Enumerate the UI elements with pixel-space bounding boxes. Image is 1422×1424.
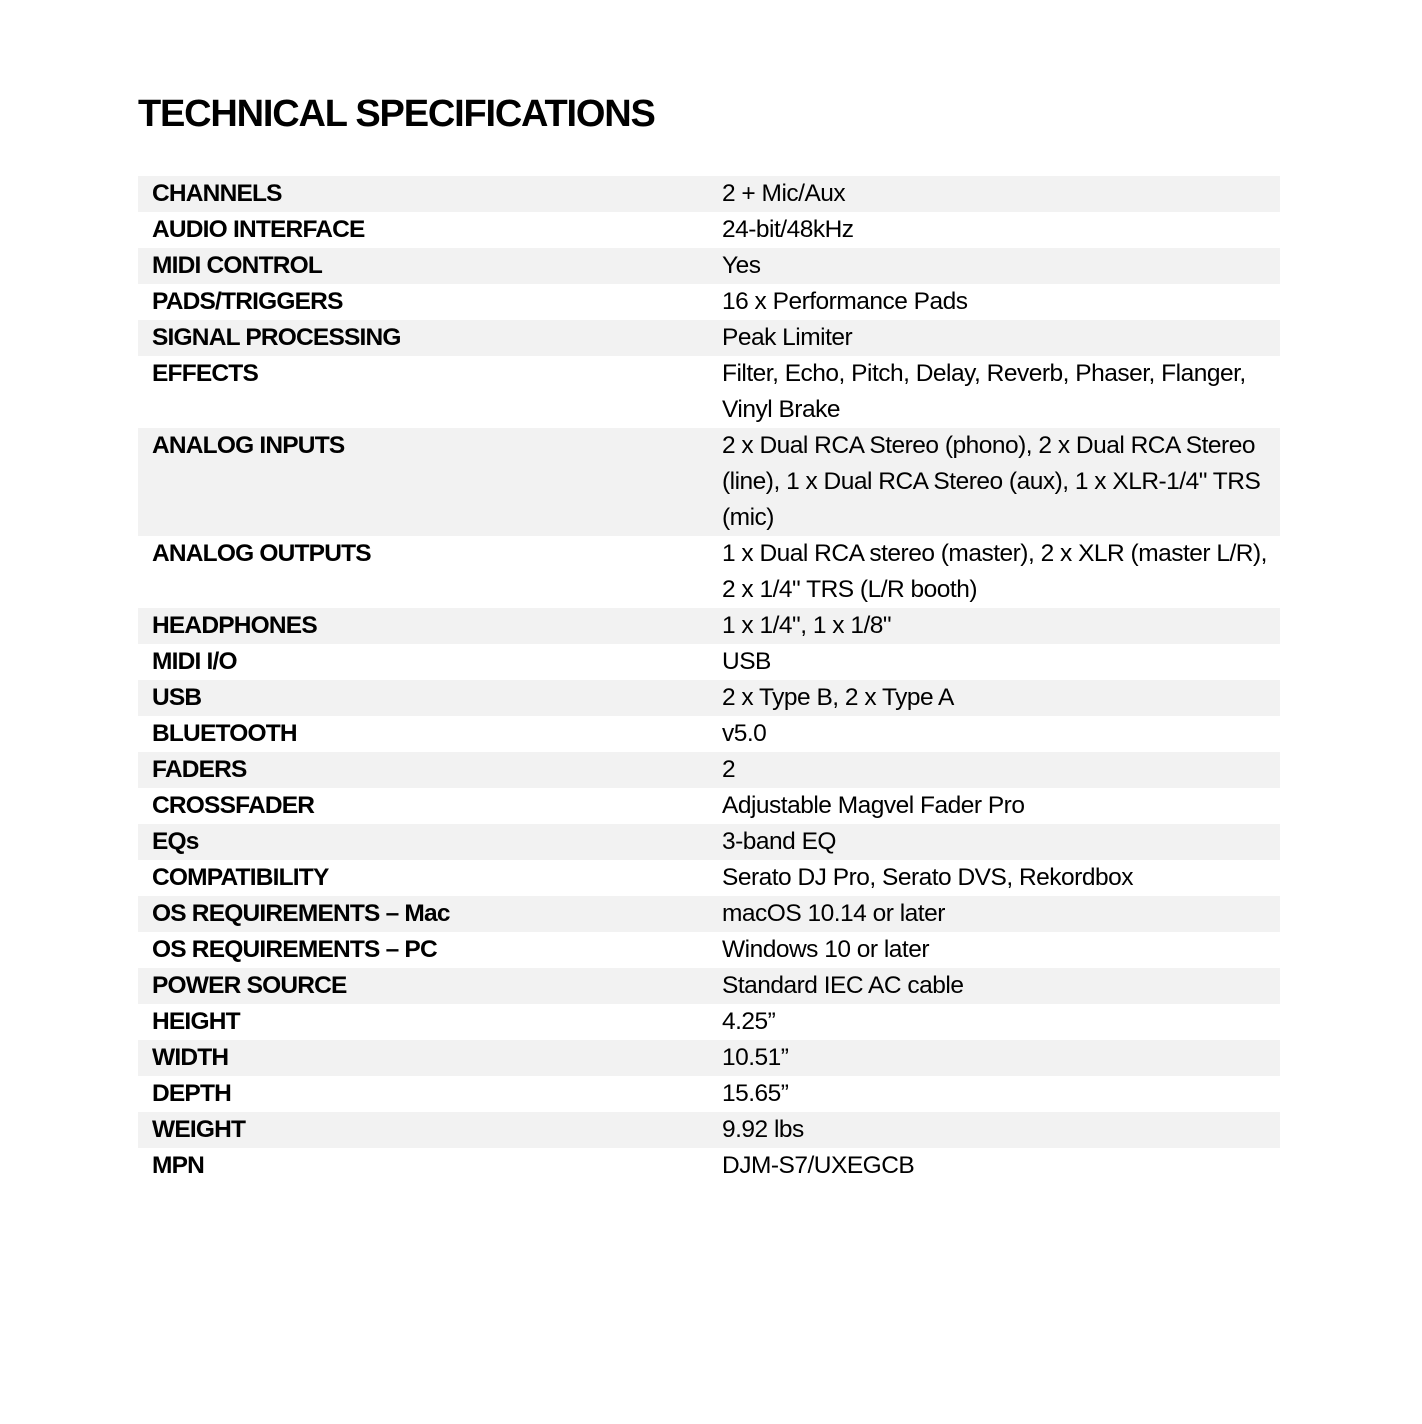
spec-value: 10.51” bbox=[708, 1040, 1280, 1076]
spec-row-eqs bbox=[138, 824, 1280, 860]
spec-value: 24-bit/48kHz bbox=[722, 216, 854, 243]
spec-value: 3-band EQ bbox=[708, 824, 1280, 860]
spec-row-faders bbox=[138, 752, 1280, 788]
spec-row-os-requirements-pc bbox=[138, 932, 1280, 968]
spec-value: 2 bbox=[708, 752, 1280, 788]
spec-row-os-requirements-mac bbox=[138, 896, 1280, 932]
spec-label: OS REQUIREMENTS – Mac bbox=[138, 896, 708, 932]
page-title: TECHNICAL SPECIFICATIONS bbox=[138, 93, 655, 135]
spec-row-midi-control bbox=[138, 248, 1280, 284]
spec-label: EQs bbox=[138, 824, 708, 860]
spec-value: USB bbox=[722, 648, 771, 675]
spec-table bbox=[138, 176, 1280, 1184]
spec-row-analog-inputs bbox=[138, 428, 1280, 536]
spec-row-mpn bbox=[138, 1148, 1280, 1184]
spec-label: HEIGHT bbox=[152, 1008, 240, 1035]
spec-row-weight bbox=[138, 1112, 1280, 1148]
spec-row-usb bbox=[138, 680, 1280, 716]
spec-label: CROSSFADER bbox=[152, 792, 315, 819]
spec-label: COMPATIBILITY bbox=[152, 864, 329, 891]
spec-row-signal-processing bbox=[138, 320, 1280, 356]
spec-value: macOS 10.14 or later bbox=[708, 896, 1280, 932]
spec-value: 1 x 1/4", 1 x 1/8" bbox=[708, 608, 1280, 644]
spec-value: 2 + Mic/Aux bbox=[708, 176, 1280, 212]
spec-row-midi-io bbox=[138, 644, 1280, 680]
spec-value: Filter, Echo, Pitch, Delay, Reverb, Phaser, Flanger, Vinyl Brake bbox=[722, 360, 1246, 423]
spec-row-analog-outputs bbox=[138, 536, 1280, 608]
spec-label: ANALOG INPUTS bbox=[138, 428, 708, 536]
spec-value: 16 x Performance Pads bbox=[722, 288, 968, 315]
spec-label: MPN bbox=[152, 1152, 205, 1179]
spec-label: EFFECTS bbox=[152, 360, 259, 387]
spec-value: 2 x Dual RCA Stereo (phono), 2 x Dual RCA Stereo (line), 1 x Dual RCA Stereo (aux), 1 x XLR-1/4" TRS (mic) bbox=[708, 428, 1280, 536]
spec-label: DEPTH bbox=[152, 1080, 232, 1107]
spec-value: Standard IEC AC cable bbox=[708, 968, 1280, 1004]
spec-row-power-source bbox=[138, 968, 1280, 1004]
spec-label: WEIGHT bbox=[138, 1112, 708, 1148]
spec-row-effects bbox=[138, 356, 1280, 428]
spec-value: DJM-S7/UXEGCB bbox=[722, 1152, 915, 1179]
spec-row-pads-triggers bbox=[138, 284, 1280, 320]
spec-value: 9.92 lbs bbox=[708, 1112, 1280, 1148]
spec-label: ANALOG OUTPUTS bbox=[152, 540, 371, 567]
spec-table-body bbox=[138, 176, 1280, 1184]
spec-value: Peak Limiter bbox=[708, 320, 1280, 356]
spec-value: 4.25” bbox=[722, 1008, 776, 1035]
spec-value: Adjustable Magvel Fader Pro bbox=[722, 792, 1025, 819]
spec-value: v5.0 bbox=[722, 720, 767, 747]
spec-label: WIDTH bbox=[138, 1040, 708, 1076]
spec-row-depth bbox=[138, 1076, 1280, 1112]
spec-label: CHANNELS bbox=[138, 176, 708, 212]
spec-row-headphones bbox=[138, 608, 1280, 644]
spec-label: PADS/TRIGGERS bbox=[152, 288, 343, 315]
spec-value: 15.65” bbox=[722, 1080, 789, 1107]
spec-label: POWER SOURCE bbox=[138, 968, 708, 1004]
spec-row-height bbox=[138, 1004, 1280, 1040]
spec-row-crossfader bbox=[138, 788, 1280, 824]
spec-value: Yes bbox=[708, 248, 1280, 284]
spec-value: 1 x Dual RCA stereo (master), 2 x XLR (master L/R), 2 x 1/4" TRS (L/R booth) bbox=[722, 540, 1267, 603]
spec-row-channels bbox=[138, 176, 1280, 212]
spec-label: AUDIO INTERFACE bbox=[152, 216, 365, 243]
spec-label: SIGNAL PROCESSING bbox=[138, 320, 708, 356]
spec-row-bluetooth bbox=[138, 716, 1280, 752]
spec-label: FADERS bbox=[138, 752, 708, 788]
spec-label: OS REQUIREMENTS – PC bbox=[152, 936, 437, 963]
spec-value: Windows 10 or later bbox=[722, 936, 930, 963]
spec-label: USB bbox=[138, 680, 708, 716]
spec-value: 2 x Type B, 2 x Type A bbox=[708, 680, 1280, 716]
spec-label: BLUETOOTH bbox=[152, 720, 297, 747]
spec-label: MIDI CONTROL bbox=[138, 248, 708, 284]
spec-row-audio-interface bbox=[138, 212, 1280, 248]
spec-value: Serato DJ Pro, Serato DVS, Rekordbox bbox=[722, 864, 1133, 891]
spec-row-width bbox=[138, 1040, 1280, 1076]
spec-label: HEADPHONES bbox=[138, 608, 708, 644]
spec-row-compatibility bbox=[138, 860, 1280, 896]
spec-label: MIDI I/O bbox=[152, 648, 237, 675]
